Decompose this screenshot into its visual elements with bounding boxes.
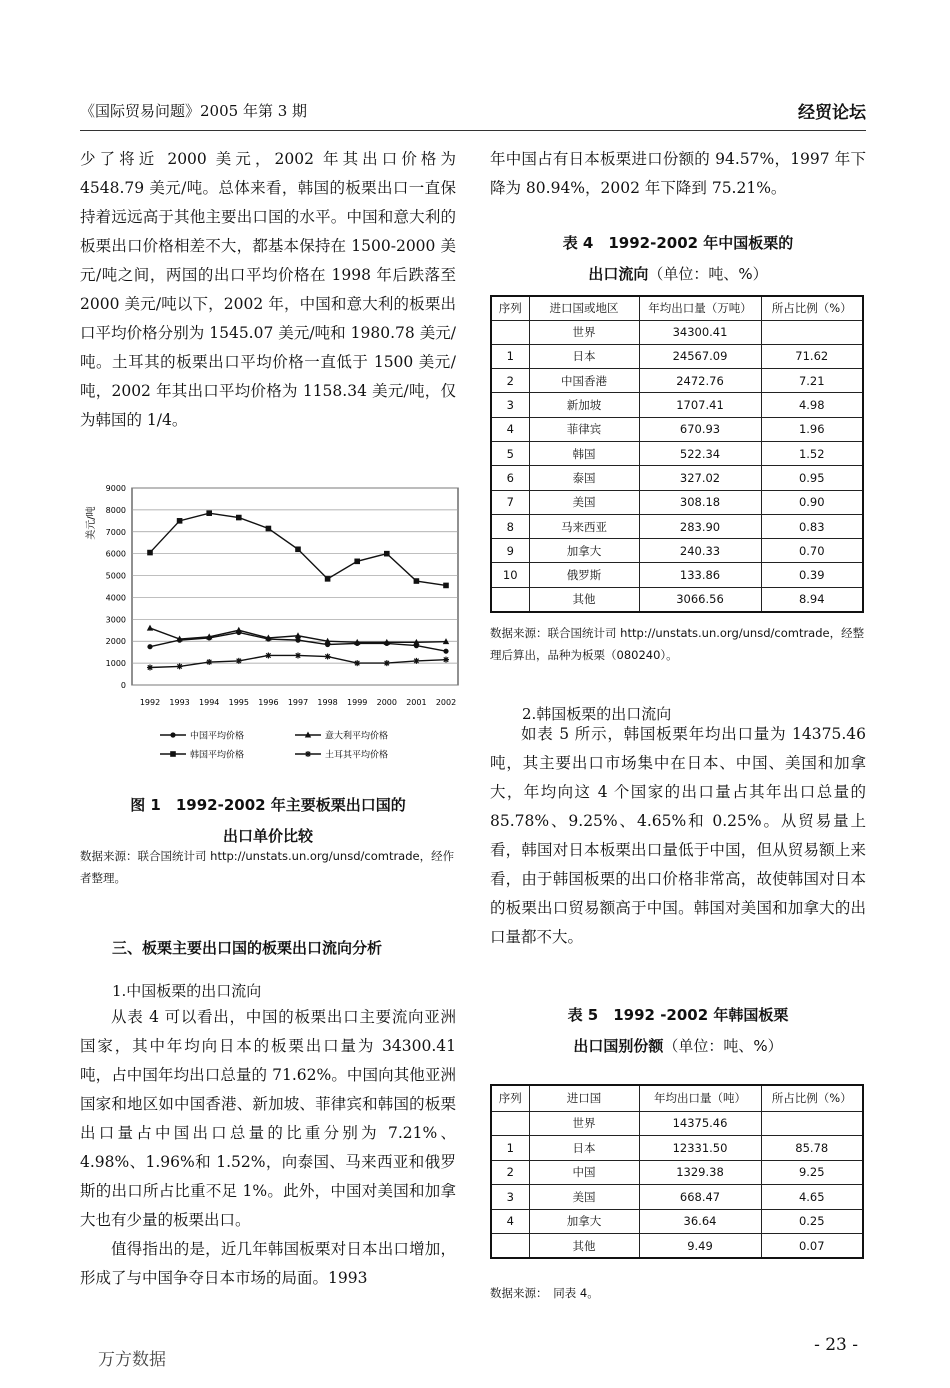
table5-cell: 日本 — [529, 1136, 639, 1161]
table4-cell — [761, 320, 863, 344]
subsection-korea: 2.韩国板栗的出口流向 — [522, 705, 672, 723]
chart-series-3 — [147, 652, 449, 670]
table5-row — [491, 1209, 863, 1234]
table4-source: 数据来源：联合国统计司 http://unstats.un.org/unsd/comtrade，经整理后算出，品种为板栗（080240）。 — [490, 626, 865, 662]
table4-cell: 8.94 — [761, 587, 863, 611]
table5-cell: 668.47 — [639, 1185, 761, 1210]
chart-point — [266, 526, 272, 532]
legend-label: 韩国平均价格 — [190, 750, 245, 761]
table4-row — [491, 539, 863, 563]
chart-y-tick-label: 5000 — [105, 571, 126, 581]
table5-cell: 12331.50 — [639, 1136, 761, 1161]
table4-cell: 中国香港 — [529, 369, 639, 393]
chart-point — [325, 654, 331, 660]
table4-caption: 表 4 1992-2002 年中国板栗的 出口流向（单位：吨、%） — [562, 234, 794, 283]
table4-cell: 5 — [491, 441, 529, 465]
table4-cell: 1707.41 — [639, 393, 761, 417]
header-rule — [80, 130, 866, 131]
chart-point — [443, 649, 448, 654]
table4-cell — [491, 320, 529, 344]
table4-header-cell: 所占比例（%） — [761, 296, 863, 320]
table4-cell: 1.52 — [761, 441, 863, 465]
table5-row — [491, 1136, 863, 1161]
table4-cell: 加拿大 — [529, 539, 639, 563]
table5-cell: 2 — [491, 1160, 529, 1185]
right-paragraph-1: 如表 5 所示，韩国板栗年均出口量为 14375.46 吨，其主要出口市场集中在日本、中国、美国和加拿大，年均向这 4 个国家的出口量占其年出口总量的 85.78%、9.25%、4.65%和 0.25%。从贸易量上看，韩国对日本板栗出口量低于中国，但从贸易额上来看，由于韩国板栗的出口价格非常高，故使韩国对日本的板栗出口贸易额高于中国。韩国对美国和加拿大的出口量都不大。 — [490, 725, 866, 946]
table4-cell: 0.95 — [761, 466, 863, 490]
table4-cell: 8 — [491, 514, 529, 538]
chart-point — [384, 551, 390, 557]
chart-point — [236, 658, 242, 664]
chart-y-tick-label: 3000 — [105, 615, 126, 625]
chart-point — [236, 627, 242, 633]
table4-cell: 7 — [491, 490, 529, 514]
table4-cell: 韩国 — [529, 441, 639, 465]
table4-cell: 0.83 — [761, 514, 863, 538]
table4-cell: 2472.76 — [639, 369, 761, 393]
chart-point — [177, 663, 183, 669]
table4-row — [491, 393, 863, 417]
table5-cell: 85.78 — [761, 1136, 863, 1161]
chart-point — [414, 578, 420, 584]
chart-y-tick-label: 6000 — [105, 549, 126, 559]
chart-series-2 — [147, 510, 449, 588]
table4-row — [491, 344, 863, 368]
table5-header-cell: 年均出口量（吨） — [639, 1085, 761, 1111]
chart-y-tick-label: 2000 — [105, 637, 126, 647]
table4-cell: 308.18 — [639, 490, 761, 514]
table4-header-cell: 年均出口量（万吨） — [639, 296, 761, 320]
table5-cell: 0.25 — [761, 1209, 863, 1234]
table5-source: 数据来源： 同表 4。 — [490, 1286, 599, 1300]
table4-row — [491, 417, 863, 441]
table5-cell: 4 — [491, 1209, 529, 1234]
table4-row — [491, 369, 863, 393]
table5-cell: 世界 — [529, 1111, 639, 1136]
watermark: 万方数据 — [98, 1350, 166, 1370]
table5-row — [491, 1185, 863, 1210]
table-korea-exports — [490, 1084, 864, 1259]
chart-point — [413, 658, 419, 664]
table5-header-cell: 所占比例（%） — [761, 1085, 863, 1111]
chart-x-tick-label: 1993 — [169, 698, 190, 707]
table4-cell: 0.70 — [761, 539, 863, 563]
chart-point — [206, 659, 212, 665]
table5-cell: 9.49 — [639, 1234, 761, 1259]
chart-point — [206, 510, 212, 516]
chart-x-tick-label: 1995 — [228, 698, 249, 707]
chart-x-tick-label: 1997 — [287, 698, 309, 707]
chart-x-tick-label: 2000 — [376, 698, 397, 707]
chart-y-tick-label: 9000 — [105, 484, 126, 493]
table4-cell: 34300.41 — [639, 320, 761, 344]
table4-cell: 美国 — [529, 490, 639, 514]
table4-row — [491, 563, 863, 587]
chart-point — [265, 652, 271, 658]
table4-cell: 菲律宾 — [529, 417, 639, 441]
table5-row — [491, 1234, 863, 1259]
chart-point — [236, 515, 242, 521]
chart-point — [354, 559, 360, 565]
table5-cell: 1329.38 — [639, 1160, 761, 1185]
chart-y-axis-label: 美元/吨 — [86, 506, 97, 540]
chart-x-tick-label: 1996 — [258, 698, 279, 707]
chart-point — [147, 664, 153, 670]
table5-cell — [491, 1111, 529, 1136]
journal-header: 《国际贸易问题》2005 年第 3 期 — [80, 102, 308, 120]
section-title: 三、板栗主要出口国的板栗出口流向分析 — [112, 939, 383, 957]
chart-point — [354, 660, 360, 666]
chart-y-tick-label: 8000 — [105, 505, 126, 515]
table4-cell: 泰国 — [529, 466, 639, 490]
table4-cell: 1.96 — [761, 417, 863, 441]
chart-point — [147, 625, 153, 631]
table5-caption: 表 5 1992 -2002 年韩国板栗 出口国别份额（单位：吨、%） — [567, 1006, 789, 1055]
table4-cell: 522.34 — [639, 441, 761, 465]
chart-point — [177, 518, 183, 524]
table5-cell: 其他 — [529, 1234, 639, 1259]
table4-row — [491, 466, 863, 490]
price-line-chart — [80, 478, 460, 778]
chart-y-tick-label: 4000 — [105, 593, 126, 603]
table4-cell: 3 — [491, 393, 529, 417]
table4-cell: 7.21 — [761, 369, 863, 393]
chart-x-tick-label: 2001 — [406, 698, 427, 707]
chart-y-tick-label: 1000 — [105, 659, 126, 669]
table5-cell: 0.07 — [761, 1234, 863, 1259]
table4-header-cell: 序列 — [491, 296, 529, 320]
table5-cell: 14375.46 — [639, 1111, 761, 1136]
table-china-exports — [490, 295, 864, 613]
table4-cell: 1 — [491, 344, 529, 368]
chart-point — [295, 638, 300, 643]
table4-row — [491, 514, 863, 538]
table4-cell: 6 — [491, 466, 529, 490]
table5-row — [491, 1160, 863, 1185]
table4-cell: 俄罗斯 — [529, 563, 639, 587]
right-paragraph-top: 年中国占有日本板栗进口份额的 94.57%，1997 年下降为 80.94%，2002 年下降到 75.21%。 — [490, 150, 866, 197]
chart-point — [295, 546, 301, 552]
table5-cell: 美国 — [529, 1185, 639, 1210]
table5-cell: 4.65 — [761, 1185, 863, 1210]
table4-cell: 世界 — [529, 320, 639, 344]
chart-x-tick-label: 1999 — [347, 698, 368, 707]
figure-source: 数据来源：联合国统计司 http://unstats.un.org/unsd/comtrade，经作者整理。 — [80, 849, 455, 885]
legend-marker — [305, 751, 311, 757]
figure-caption: 图 1 1992-2002 年主要板栗出口国的 出口单价比较 — [130, 796, 406, 845]
chart-point — [443, 583, 449, 589]
table4-cell: 240.33 — [639, 539, 761, 563]
table4-cell: 其他 — [529, 587, 639, 611]
table5-header-cell: 序列 — [491, 1085, 529, 1111]
table4-cell: 327.02 — [639, 466, 761, 490]
table5-cell: 加拿大 — [529, 1209, 639, 1234]
left-paragraph-2: 值得指出的是，近几年韩国板栗对日本出口增加，形成了与中国争夺日本市场的局面。1993 — [80, 1240, 456, 1287]
table4-row — [491, 441, 863, 465]
left-paragraph-top: 少了将近 2000 美元，2002 年其出口价格为 4548.79 美元/吨。总体来看，韩国的板栗出口一直保持着远远高于其他主要出口国的水平。中国和意大利的板栗出口价格相差不大，都基本保持在 1500-2000 美元/吨之间，两国的出口平均价格在 1998 年后跌落至 2000 美元/吨以下，2002 年，中国和意大利的板栗出口平均价格分别为 1545.07 美元/吨和 1980.78 美元/吨。土耳其的板栗出口平均价格一直低于 1500 美元/吨，2002 年其出口平均价格为 1158.34 美元/吨，仅为韩国的 1/4。 — [80, 150, 456, 429]
table4-cell: 新加坡 — [529, 393, 639, 417]
page-number: - 23 - — [814, 1335, 858, 1355]
table5-header-cell: 进口国 — [529, 1085, 639, 1111]
table4-cell: 283.90 — [639, 514, 761, 538]
table4-row — [491, 320, 863, 344]
table4-cell: 71.62 — [761, 344, 863, 368]
chart-point — [147, 550, 153, 556]
table4-cell: 4 — [491, 417, 529, 441]
legend-marker — [170, 732, 175, 737]
chart-x-tick-label: 1992 — [139, 698, 161, 707]
chart-point — [325, 576, 331, 582]
table5-cell: 3 — [491, 1185, 529, 1210]
table5-cell: 9.25 — [761, 1160, 863, 1185]
chart-x-tick-label: 2002 — [435, 698, 457, 707]
table4-header-cell: 进口国或地区 — [529, 296, 639, 320]
table4-cell: 670.93 — [639, 417, 761, 441]
chart-point — [443, 657, 449, 663]
table4-cell — [491, 587, 529, 611]
table4-cell: 9 — [491, 539, 529, 563]
table5-cell — [491, 1234, 529, 1259]
table4-cell: 0.39 — [761, 563, 863, 587]
table4-cell: 马来西亚 — [529, 514, 639, 538]
table5-cell: 36.64 — [639, 1209, 761, 1234]
table5-cell: 中国 — [529, 1160, 639, 1185]
table4-cell: 3066.56 — [639, 587, 761, 611]
legend-label: 土耳其平均价格 — [325, 750, 389, 761]
chart-y-tick-label: 7000 — [105, 527, 126, 537]
legend-label: 中国平均价格 — [190, 731, 245, 742]
table4-cell: 4.98 — [761, 393, 863, 417]
left-paragraph-1: 从表 4 可以看出，中国的板栗出口主要流向亚洲国家，其中年均向日本的板栗出口量为 34300.41 吨，占中国年均出口总量的 71.62%。中国向其他亚洲国家和地区如中国香港、新加坡、菲律宾和韩国的板栗出口量占中国出口总量的比重分别为 7.21%、4.98%、1.96%和 1.52%，向泰国、马来西亚和俄罗斯的出口所占比重不足 1%。此外，中国对美国和加拿大也有少量的板栗出口。 值得指出的是，近几年韩国板栗对日本出口增加，形成了与中国争夺日本市场的局面。1993 — [80, 1003, 456, 1293]
table4-cell: 2 — [491, 369, 529, 393]
legend-label: 意大利平均价格 — [325, 731, 389, 742]
chart-x-tick-label: 1994 — [199, 698, 220, 707]
section-header: 经贸论坛 — [798, 103, 866, 123]
subsection-china: 1.中国板栗的出口流向 — [112, 982, 262, 1000]
table4-cell: 日本 — [529, 344, 639, 368]
table5-row — [491, 1111, 863, 1136]
chart-x-tick-label: 1998 — [317, 698, 338, 707]
table5-cell: 1 — [491, 1136, 529, 1161]
chart-point — [384, 660, 390, 666]
table4-cell: 10 — [491, 563, 529, 587]
chart-point — [147, 644, 152, 649]
table4-cell: 0.90 — [761, 490, 863, 514]
chart-y-tick-label: 0 — [120, 681, 126, 690]
table4-cell: 24567.09 — [639, 344, 761, 368]
table5-cell — [761, 1111, 863, 1136]
chart-point — [295, 652, 301, 658]
table4-row — [491, 587, 863, 611]
table4-row — [491, 490, 863, 514]
table4-cell: 133.86 — [639, 563, 761, 587]
legend-marker — [170, 751, 176, 757]
